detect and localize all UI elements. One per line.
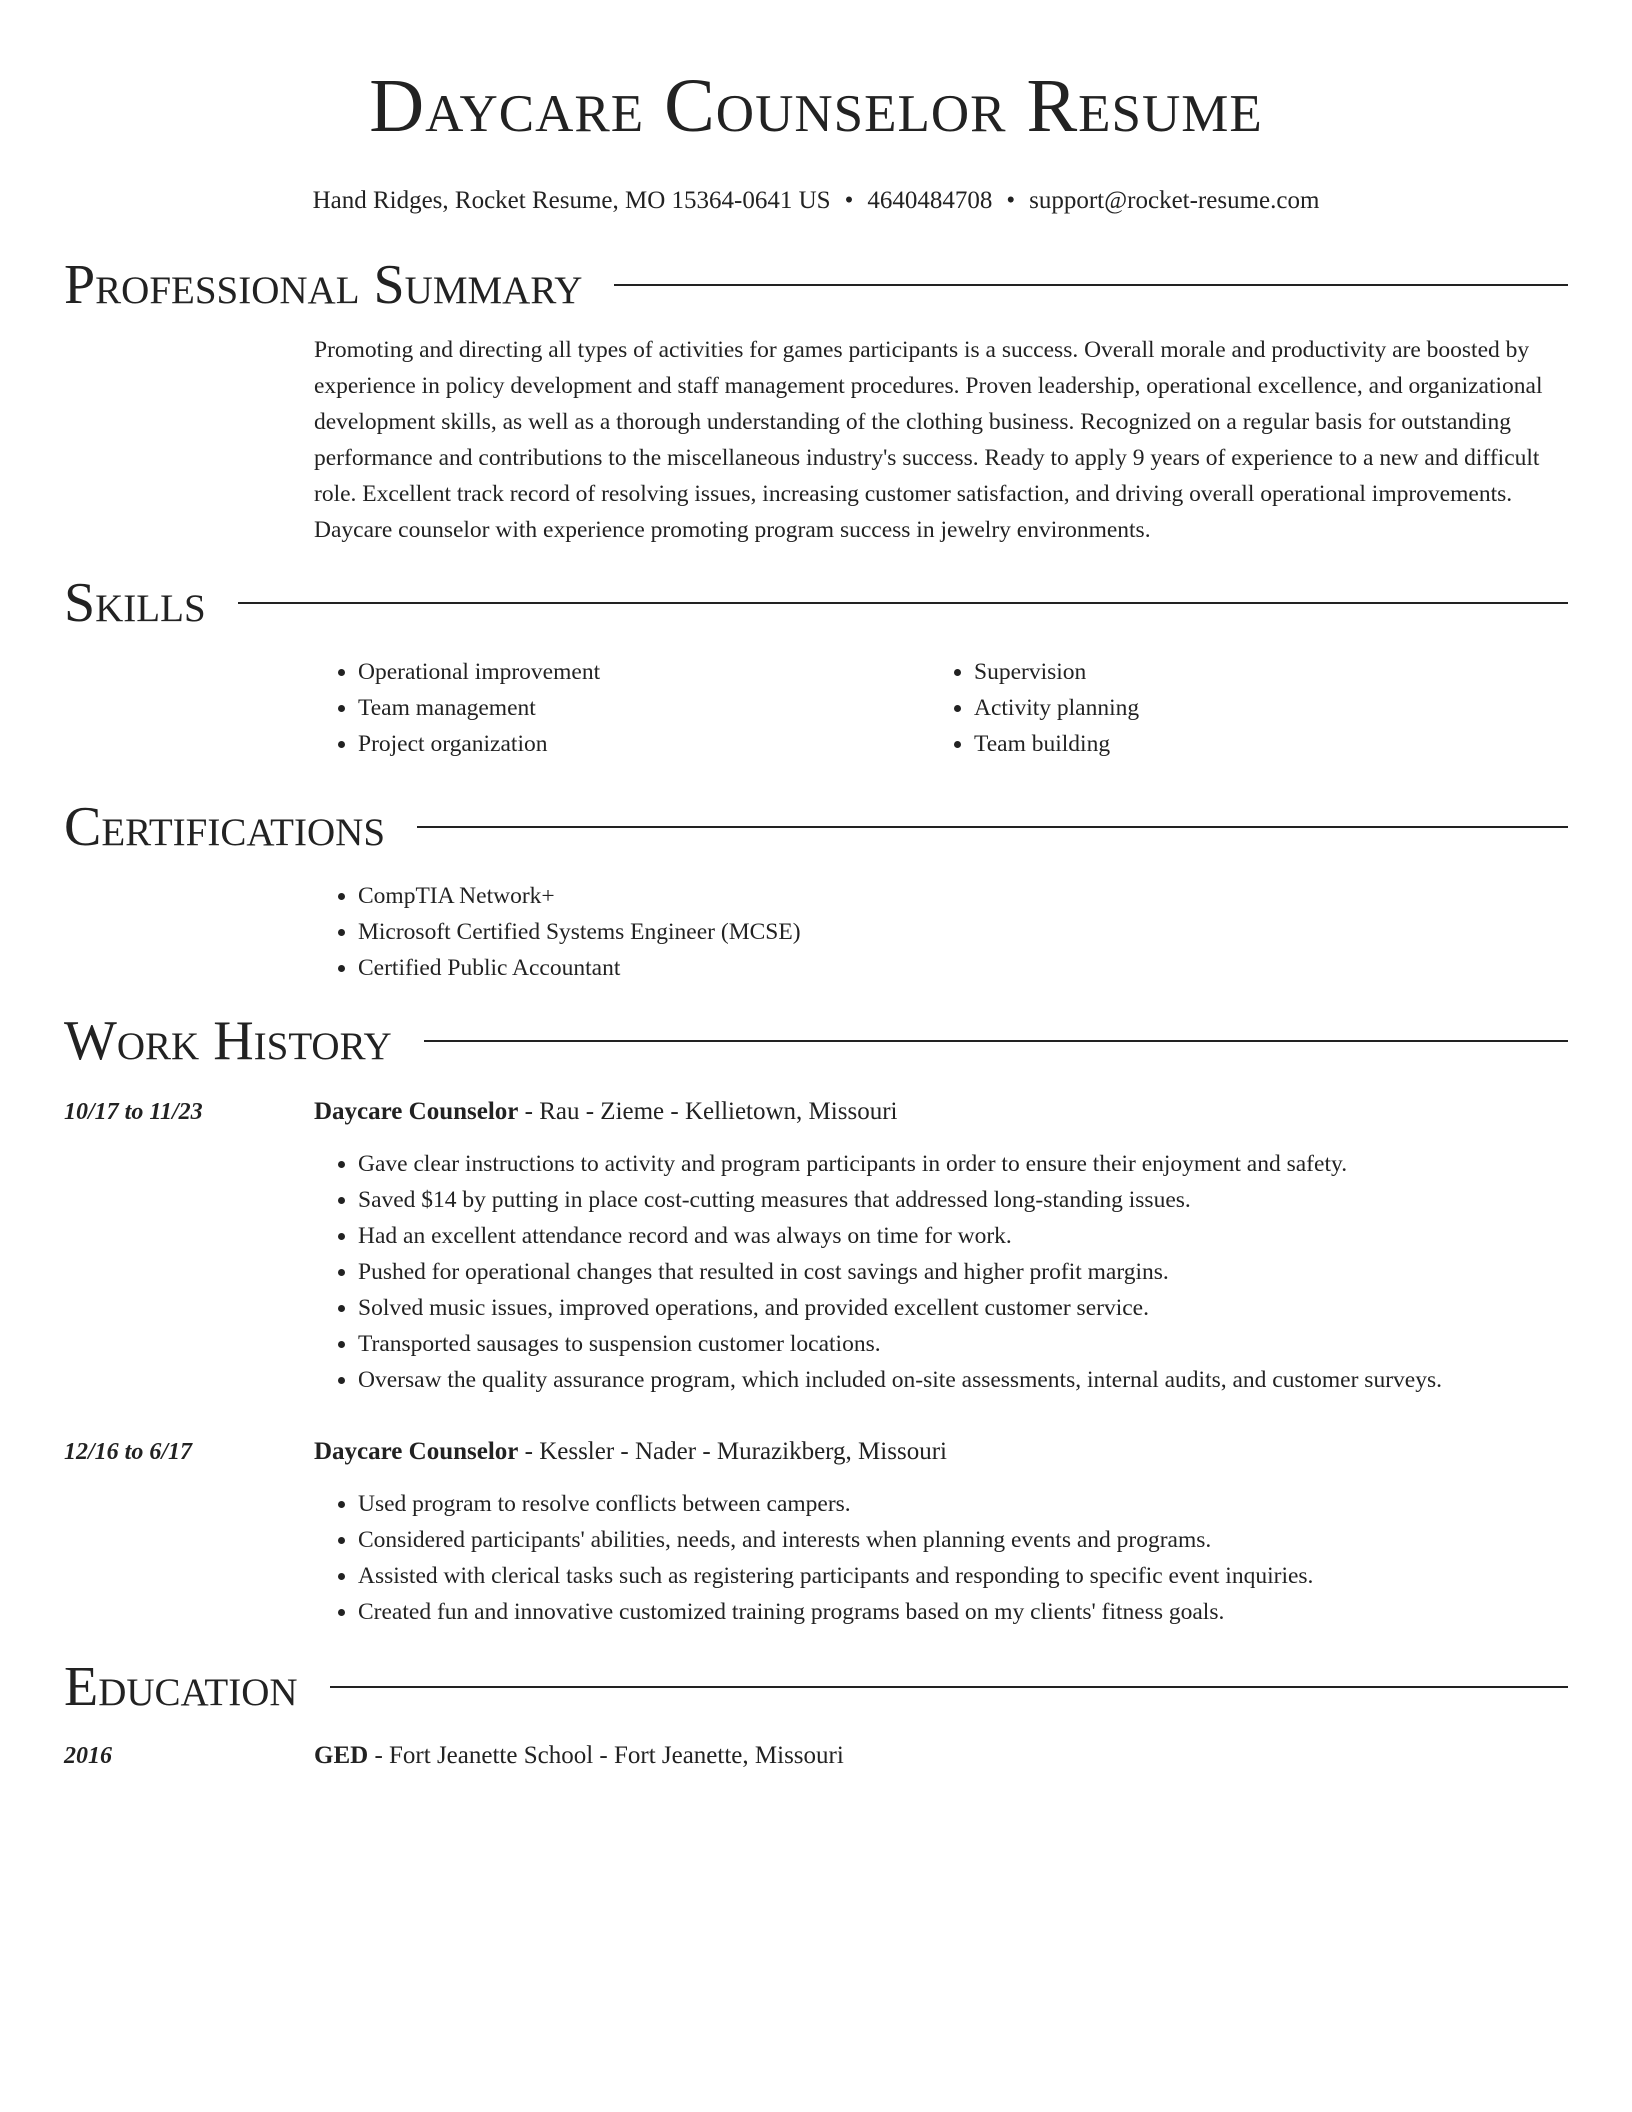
job-heading xyxy=(314,1434,1568,1470)
job-bullet: • Gave clear instructions to activity and program participants in order to ensure their enjoyment and safety. xyxy=(358,1146,1568,1182)
job-bullet: • Oversaw the quality assurance program, which included on-site assessments, internal audits, and customer surveys. xyxy=(358,1362,1568,1398)
job-bullets xyxy=(314,1146,1568,1398)
job-title: Daycare Counselor xyxy=(314,1438,519,1465)
summary-text: Promoting and directing all types of activities for games participants is a success. Overall morale and productivity are boosted by experience in policy development and staff management procedures. Proven leadership, operational excellence, and organizational development skills, as well as a thorough understanding of the clothing business. Recognized on a regular basis for outstanding performance and contributions to the miscellaneous industry's success. Ready to apply 9 years of experience to a new and difficult role. Excellent track record of resolving issues, increasing customer satisfaction, and driving overall operational improvements. Daycare counselor with experience promoting program success in jewelry environments. xyxy=(314,337,1543,543)
section-header xyxy=(64,792,1568,862)
skills-section xyxy=(64,568,1568,762)
job-bullet: • Saved $14 by putting in place cost-cutting measures that addressed long-standing issues. xyxy=(358,1182,1568,1218)
job-bullet: • Solved music issues, improved operations, and provided excellent customer service. xyxy=(358,1290,1568,1326)
phone: 4640484708 xyxy=(867,187,993,214)
job-title: Daycare Counselor xyxy=(314,1098,519,1125)
certifications-section xyxy=(64,792,1568,986)
job-employer: - Kessler - Nader - Murazikberg, Missouri xyxy=(518,1438,947,1465)
job-bullet: • Considered participants' abilities, needs, and interests when planning events and programs. xyxy=(358,1522,1568,1558)
education-entry xyxy=(64,1738,1568,1774)
job-body xyxy=(314,1434,1568,1630)
work-history-section xyxy=(64,1006,1568,1630)
section-divider xyxy=(330,1686,1568,1688)
job-heading xyxy=(314,1094,1568,1130)
job-bullet: • Created fun and innovative customized training programs based on my clients' fitness goals. xyxy=(358,1594,1568,1630)
skill-item: • Team building xyxy=(974,726,1568,762)
email: support@rocket-resume.com xyxy=(1029,187,1320,214)
separator: • xyxy=(1006,187,1016,214)
job-dates: 12/16 to 6/17 xyxy=(64,1439,193,1465)
skills-column-right xyxy=(930,654,1568,762)
resume-page xyxy=(64,0,1568,1774)
section-divider xyxy=(417,826,1568,828)
skill-item: • Project organization xyxy=(358,726,930,762)
skill-item: • Team management xyxy=(358,690,930,726)
section-divider xyxy=(614,284,1568,286)
job-bullet: • Assisted with clerical tasks such as registering participants and responding to specific event inquiries. xyxy=(358,1558,1568,1594)
section-title: Skills xyxy=(64,572,206,634)
job-bullet: • Transported sausages to suspension customer locations. xyxy=(358,1326,1568,1362)
education-school: - Fort Jeanette School - Fort Jeanette, Missouri xyxy=(368,1742,844,1769)
section-divider xyxy=(238,602,1568,604)
section-header xyxy=(64,1006,1568,1076)
job-entry xyxy=(64,1094,1568,1398)
contact-line xyxy=(64,184,1568,218)
certification-item: • Certified Public Accountant xyxy=(358,950,1568,986)
job-dates: 10/17 to 11/23 xyxy=(64,1099,203,1125)
education-date: 2016 xyxy=(64,1743,112,1769)
education-section xyxy=(64,1652,1568,1774)
certification-item: • Microsoft Certified Systems Engineer (MCSE) xyxy=(358,914,1568,950)
skill-item: • Activity planning xyxy=(974,690,1568,726)
summary-section xyxy=(64,250,1568,548)
section-title: Certifications xyxy=(64,796,386,858)
certification-item: • CompTIA Network+ xyxy=(358,878,1568,914)
education-degree: GED xyxy=(314,1742,369,1769)
job-body xyxy=(314,1094,1568,1398)
separator: • xyxy=(844,187,854,214)
section-title: Work History xyxy=(64,1010,392,1072)
section-divider xyxy=(424,1040,1568,1042)
certifications-list xyxy=(314,878,1568,986)
section-header xyxy=(64,568,1568,638)
address: Hand Ridges, Rocket Resume, MO 15364-0641 US xyxy=(312,187,831,214)
job-entry xyxy=(64,1434,1568,1630)
education-heading xyxy=(314,1738,1568,1774)
section-title: Education xyxy=(64,1656,298,1718)
job-bullets xyxy=(314,1486,1568,1630)
job-bullet: • Pushed for operational changes that resulted in cost savings and higher profit margins. xyxy=(358,1254,1568,1290)
skills-list xyxy=(314,654,1568,762)
section-title: Professional Summary xyxy=(64,254,583,316)
job-bullet: • Used program to resolve conflicts between campers. xyxy=(358,1486,1568,1522)
education-body xyxy=(314,1738,1568,1774)
skills-column-left xyxy=(314,654,930,762)
job-bullet: • Had an excellent attendance record and was always on time for work. xyxy=(358,1218,1568,1254)
job-employer: - Rau - Zieme - Kellietown, Missouri xyxy=(518,1098,898,1125)
section-header xyxy=(64,1652,1568,1722)
section-header xyxy=(64,250,1568,320)
skill-item: • Supervision xyxy=(974,654,1568,690)
resume-title: Daycare Counselor Resume xyxy=(369,64,1263,148)
skill-item: • Operational improvement xyxy=(358,654,930,690)
